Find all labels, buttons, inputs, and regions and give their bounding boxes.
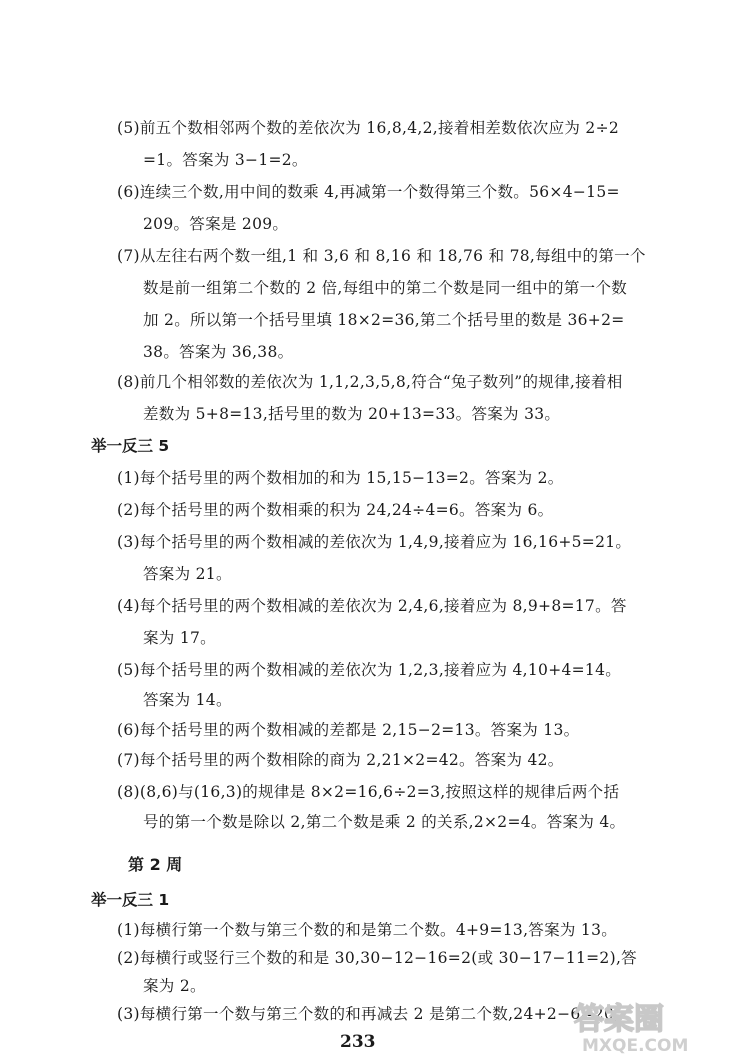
answer-line: 数是前一组第二个数的 2 倍,每组中的第二个数是同一组中的第一个数 bbox=[143, 279, 628, 297]
answer-line: (7)从左往右两个数一组,1 和 3,6 和 8,16 和 18,76 和 78,每组中的第一个 bbox=[117, 247, 646, 265]
answer-line: 209。答案是 209。 bbox=[143, 215, 289, 233]
watermark-url: MXQE.COM bbox=[582, 1036, 689, 1055]
answer-line: (4)每个括号里的两个数相减的差依次为 2,4,6,接着应为 8,9+8=17。答 bbox=[117, 597, 627, 615]
section-heading: 举一反三 5 bbox=[91, 437, 170, 455]
answer-line: 案为 2。 bbox=[143, 977, 206, 995]
answer-line: (8)(8,6)与(16,3)的规律是 8×2=16,6÷2=3,按照这样的规律后两个括 bbox=[117, 783, 620, 801]
answer-line: 案为 17。 bbox=[143, 629, 216, 647]
answer-line: (3)每个括号里的两个数相减的差依次为 1,4,9,接着应为 16,16+5=21。 bbox=[117, 533, 632, 551]
answer-line: (5)每个括号里的两个数相减的差依次为 1,2,3,接着应为 4,10+4=14。 bbox=[117, 661, 622, 679]
answer-line: (5)前五个数相邻两个数的差依次为 16,8,4,2,接着相差数依次应为 2÷2 bbox=[117, 119, 620, 137]
answer-line: 答案为 21。 bbox=[143, 565, 232, 583]
answer-line: (1)每个括号里的两个数相加的和为 15,15−13=2。答案为 2。 bbox=[117, 469, 564, 487]
section-heading: 举一反三 1 bbox=[91, 891, 170, 909]
page-number: 233 bbox=[340, 1032, 376, 1052]
answer-line: (6)连续三个数,用中间的数乘 4,再减第一个数得第三个数。56×4−15= bbox=[117, 183, 620, 201]
answer-line: 答案为 14。 bbox=[143, 691, 232, 709]
answer-line: (7)每个括号里的两个数相除的商为 2,21×2=42。答案为 42。 bbox=[117, 751, 564, 769]
answer-line: (3)每横行第一个数与第三个数的和再减去 2 是第二个数,24+2−6=20, bbox=[117, 1005, 620, 1023]
answer-line: 38。答案为 36,38。 bbox=[143, 343, 294, 361]
answer-line: 加 2。所以第一个括号里填 18×2=36,第二个括号里的数是 36+2= bbox=[143, 311, 625, 329]
answer-line: (1)每横行第一个数与第三个数的和是第二个数。4+9=13,答案为 13。 bbox=[117, 921, 618, 939]
answer-line: (8)前几个相邻数的差依次为 1,1,2,3,5,8,符合“兔子数列”的规律,接着相 bbox=[117, 373, 623, 391]
week-heading: 第 2 周 bbox=[128, 855, 183, 874]
answer-line: (2)每横行或竖行三个数的和是 30,30−12−16=2(或 30−17−11=2),答 bbox=[117, 949, 637, 967]
watermark-logo bbox=[572, 995, 742, 1055]
watermark-text: 答案圈 bbox=[574, 1002, 664, 1037]
answer-line: (6)每个括号里的两个数相减的差都是 2,15−2=13。答案为 13。 bbox=[117, 721, 580, 739]
answer-line: 号的第一个数是除以 2,第二个数是乘 2 的关系,2×2=4。答案为 4。 bbox=[143, 813, 626, 831]
answer-line: 差数为 5+8=13,括号里的数为 20+13=33。答案为 33。 bbox=[143, 405, 561, 423]
answer-line: (2)每个括号里的两个数相乘的积为 24,24÷4=6。答案为 6。 bbox=[117, 501, 554, 519]
answer-line: =1。答案为 3−1=2。 bbox=[143, 151, 308, 169]
